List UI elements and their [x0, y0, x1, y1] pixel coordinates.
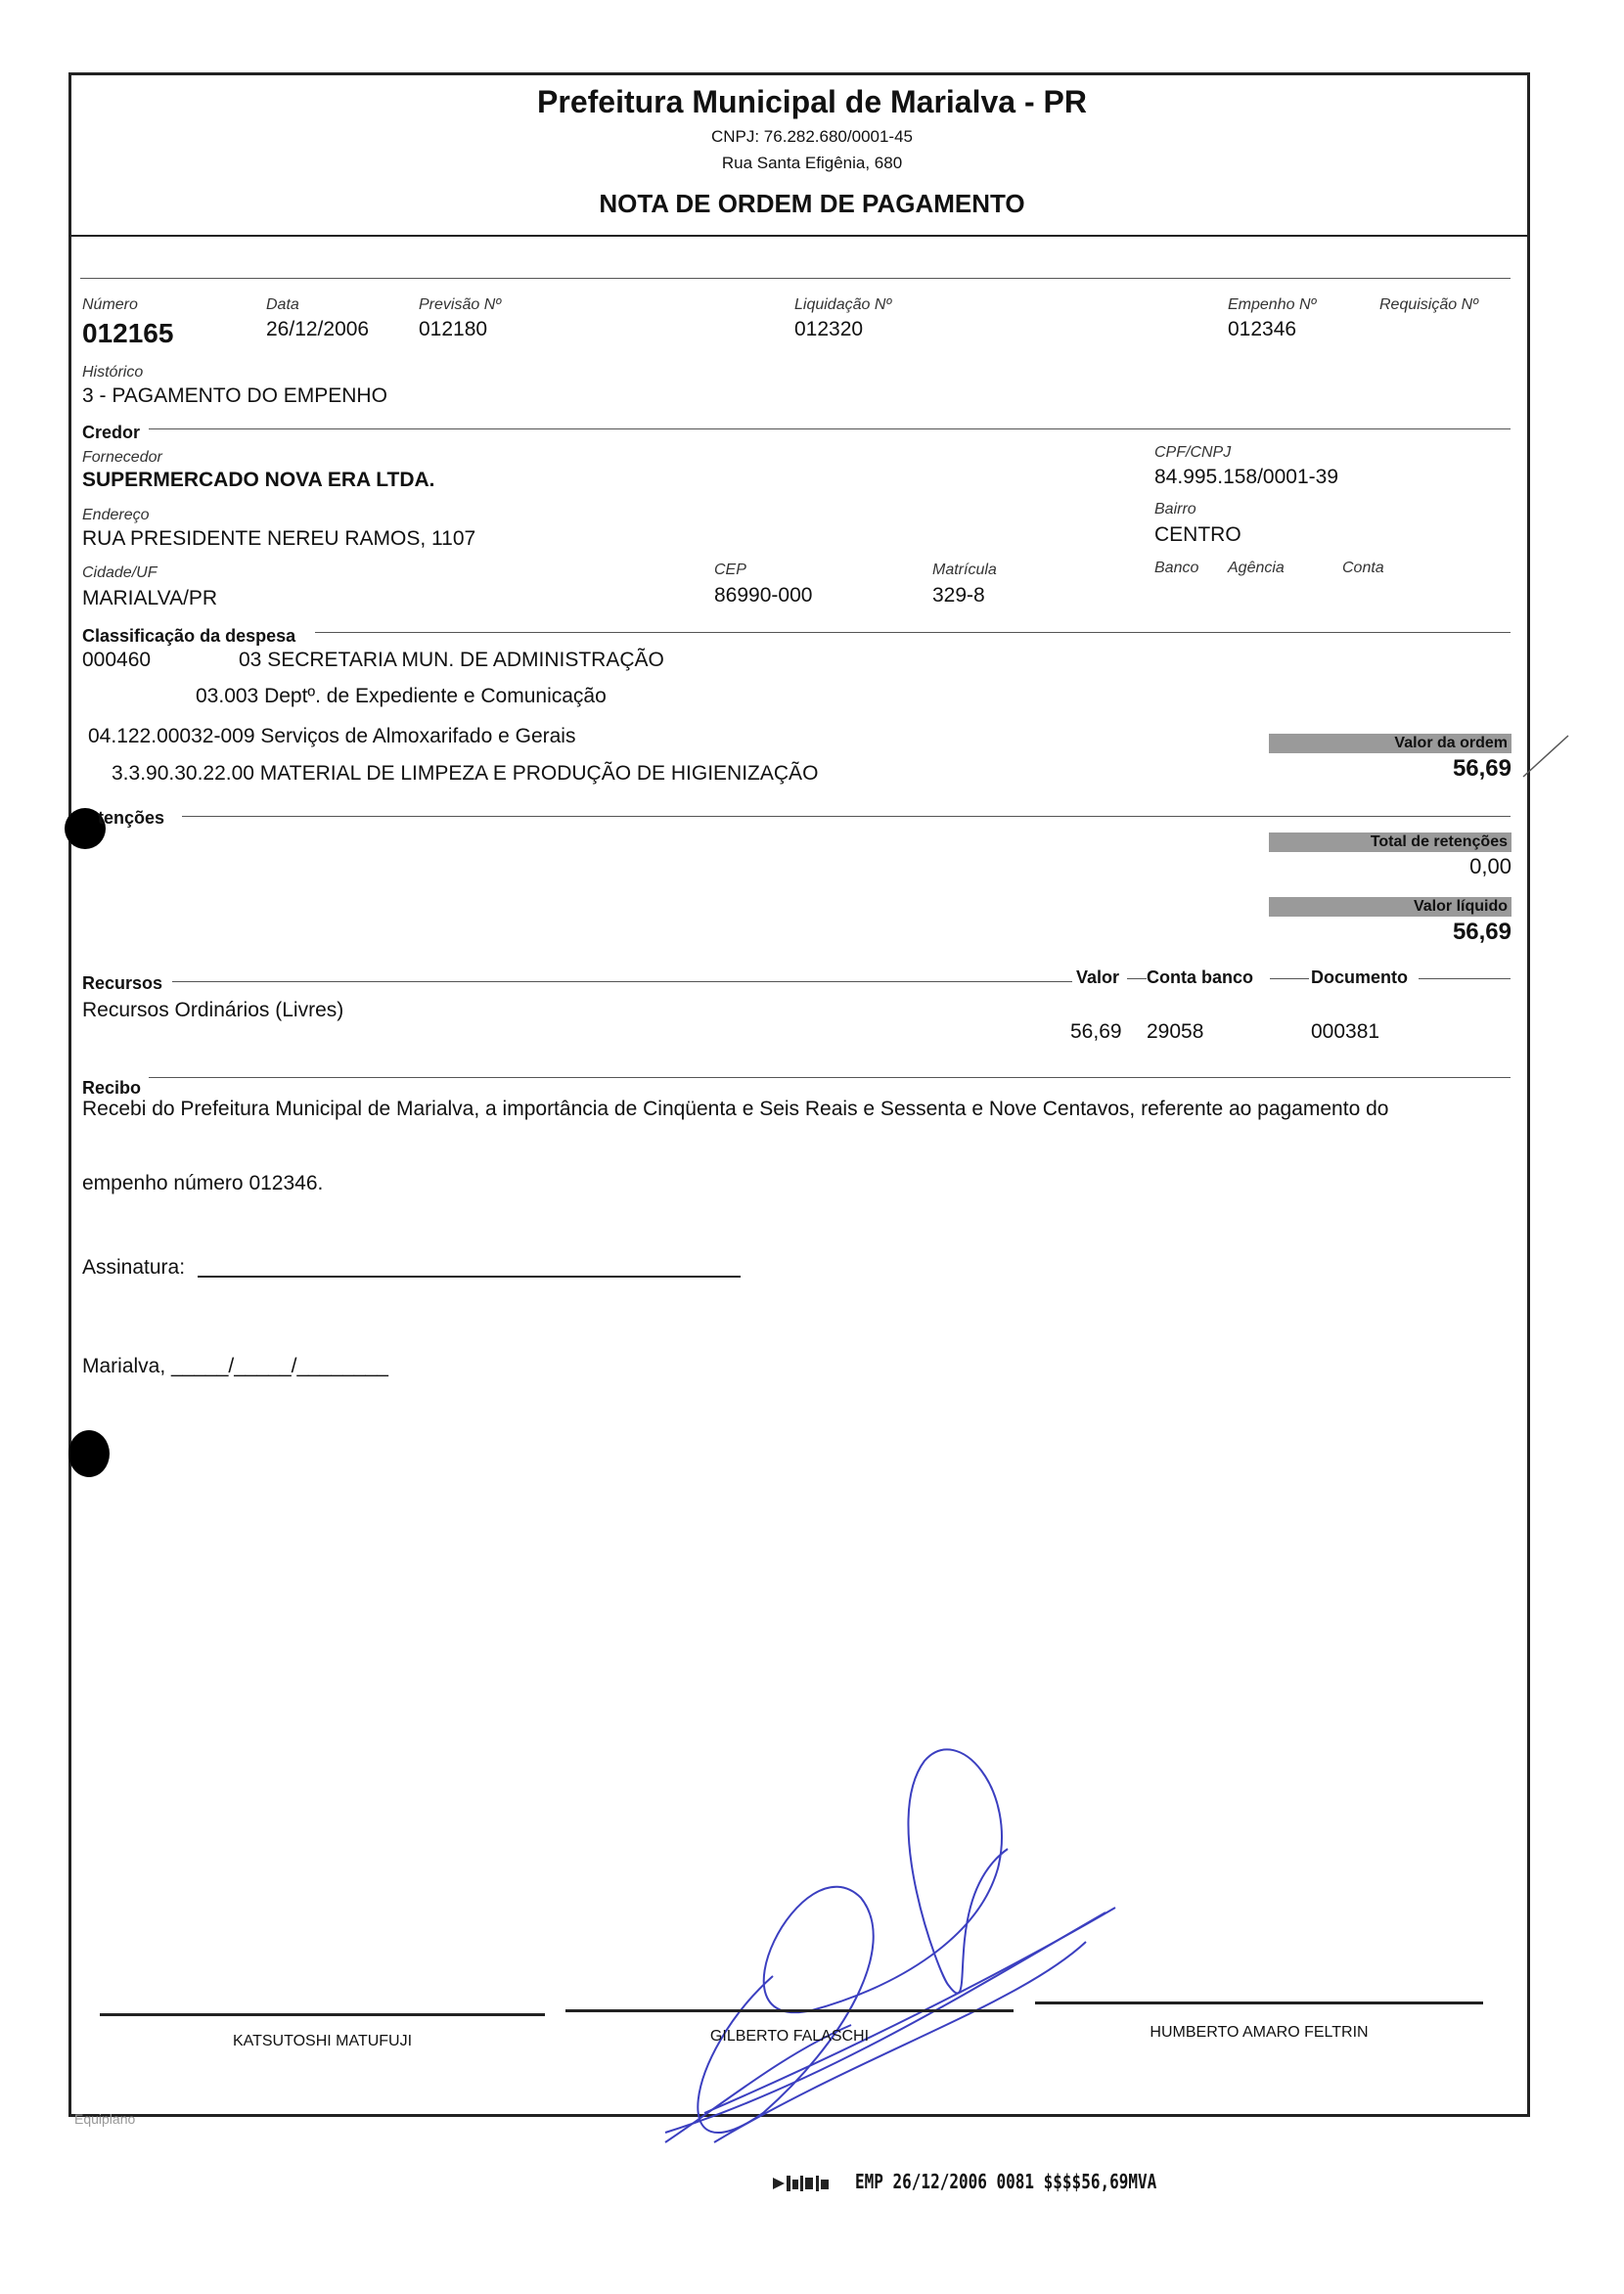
valor-ordem-value: 56,69: [1452, 755, 1511, 782]
total-retencoes-value: 0,00: [1469, 854, 1511, 878]
cpf-label: CPF/CNPJ: [1154, 444, 1232, 461]
data-label: Data: [266, 296, 299, 313]
classificacao-line2: 03.003 Deptº. de Expediente e Comunicação: [196, 685, 607, 707]
cnpj-text: CNPJ: 76.282.680/0001-45: [710, 127, 914, 146]
empenho-label: Empenho Nº: [1228, 296, 1317, 313]
empenho-value: 012346: [1228, 318, 1297, 340]
requisicao-label: Requisição Nº: [1379, 296, 1478, 313]
previsao-label: Previsão Nº: [419, 296, 502, 313]
historico-value: 3 - PAGAMENTO DO EMPENHO: [82, 384, 387, 407]
handwritten-signature: [646, 1732, 1154, 2162]
signature-line-3: [1035, 2002, 1483, 2004]
recibo-text-line2: empenho número 012346.: [82, 1172, 324, 1194]
signatory-3: HUMBERTO AMARO FELTRIN: [1150, 2024, 1369, 2041]
signature-line-2: [565, 2009, 1014, 2012]
historico-label: Histórico: [82, 364, 144, 381]
classificacao-line1: 03 SECRETARIA MUN. DE ADMINISTRAÇÃO: [239, 649, 664, 671]
matricula-label: Matrícula: [932, 562, 997, 578]
doc-title: NOTA DE ORDEM DE PAGAMENTO: [599, 189, 1025, 218]
signatory-2: GILBERTO FALASCHI: [709, 2028, 870, 2045]
software-credit: Equiplano: [74, 2111, 136, 2127]
signatory-1: KATSUTOSHI MATUFUJI: [232, 2033, 413, 2049]
endereco-value: RUA PRESIDENTE NEREU RAMOS, 1107: [82, 527, 476, 550]
agencia-label: Agência: [1228, 560, 1285, 576]
assinatura-label: Assinatura:: [82, 1256, 186, 1279]
signature-line-1: [100, 2013, 545, 2016]
bairro-value: CENTRO: [1154, 523, 1241, 546]
classificacao-line3: 04.122.00032-009 Serviços de Almoxarifado e Gerais: [88, 725, 576, 747]
recursos-section: Recursos: [82, 973, 163, 993]
recibo-text-line1: Recebi do Prefeitura Municipal de Marialva, a importância de Cinqüenta e Seis Reais e Sessenta e Nove Centavos, referente ao pagamento do: [82, 1098, 1389, 1120]
recursos-item: Recursos Ordinários (Livres): [82, 999, 344, 1021]
fornecedor-value: SUPERMERCADO NOVA ERA LTDA.: [82, 469, 435, 491]
page-title: Prefeitura Municipal de Marialva - PR: [537, 84, 1087, 119]
classificacao-divider: [315, 632, 1511, 633]
cep-label: CEP: [714, 562, 746, 578]
previsao-value: 012180: [419, 318, 488, 340]
fornecedor-label: Fornecedor: [82, 449, 162, 466]
recibo-section: Recibo: [82, 1078, 142, 1098]
header-divider: [68, 235, 1530, 237]
liquidacao-value: 012320: [794, 318, 864, 340]
credor-section: Credor: [82, 423, 141, 442]
recursos-documento: 000381: [1311, 1020, 1380, 1043]
classificacao-line4: 3.3.90.30.22.00 MATERIAL DE LIMPEZA E PRODUÇÃO DE HIGIENIZAÇÃO: [112, 762, 819, 785]
valor-ordem-label: Valor da ordem: [1269, 734, 1511, 753]
recursos-conta: 29058: [1147, 1020, 1204, 1043]
divider: [80, 278, 1511, 279]
recursos-divider-2: [1127, 978, 1147, 979]
recursos-divider-3: [1270, 978, 1309, 979]
numero-value: 012165: [82, 318, 174, 348]
liquidacao-label: Liquidação Nº: [794, 296, 892, 313]
assinatura-line: [198, 1276, 741, 1278]
cidade-label: Cidade/UF: [82, 564, 158, 581]
bairro-label: Bairro: [1154, 501, 1196, 517]
valor-liquido-label: Valor líquido: [1269, 897, 1511, 917]
punch-hole: [68, 1430, 110, 1477]
recursos-documento-label: Documento: [1311, 967, 1408, 987]
classificacao-section: Classificação da despesa: [82, 626, 296, 646]
data-value: 26/12/2006: [266, 318, 370, 340]
conta-label: Conta: [1342, 560, 1384, 576]
retencoes-divider: [182, 816, 1511, 817]
cidade-value: MARIALVA/PR: [82, 587, 218, 609]
recibo-divider: [149, 1077, 1511, 1078]
retencoes-section: tenções: [98, 808, 165, 828]
classificacao-code: 000460: [82, 649, 152, 671]
recursos-valor: 56,69: [1070, 1020, 1122, 1043]
credor-divider: [149, 428, 1511, 429]
total-retencoes-label: Total de retenções: [1269, 832, 1511, 852]
barcode-icon: [773, 2172, 832, 2195]
address-text: Rua Santa Efigênia, 680: [721, 154, 903, 172]
cpf-value: 84.995.158/0001-39: [1154, 466, 1339, 488]
cep-value: 86990-000: [714, 584, 813, 607]
recursos-divider-4: [1419, 978, 1511, 979]
margin-mark: [1521, 732, 1570, 781]
recursos-divider: [172, 981, 1072, 982]
local-date-label: Marialva, _____/_____/________: [82, 1355, 388, 1377]
recursos-valor-label: Valor: [1076, 967, 1120, 987]
footer-stamp: EMP 26/12/2006 0081 $$$$56,69MVA: [855, 2170, 1157, 2193]
numero-label: Número: [82, 296, 138, 313]
endereco-label: Endereço: [82, 507, 150, 523]
recursos-conta-label: Conta banco: [1147, 967, 1254, 987]
banco-label: Banco: [1154, 560, 1199, 576]
valor-liquido-value: 56,69: [1452, 919, 1511, 945]
matricula-value: 329-8: [932, 584, 985, 607]
